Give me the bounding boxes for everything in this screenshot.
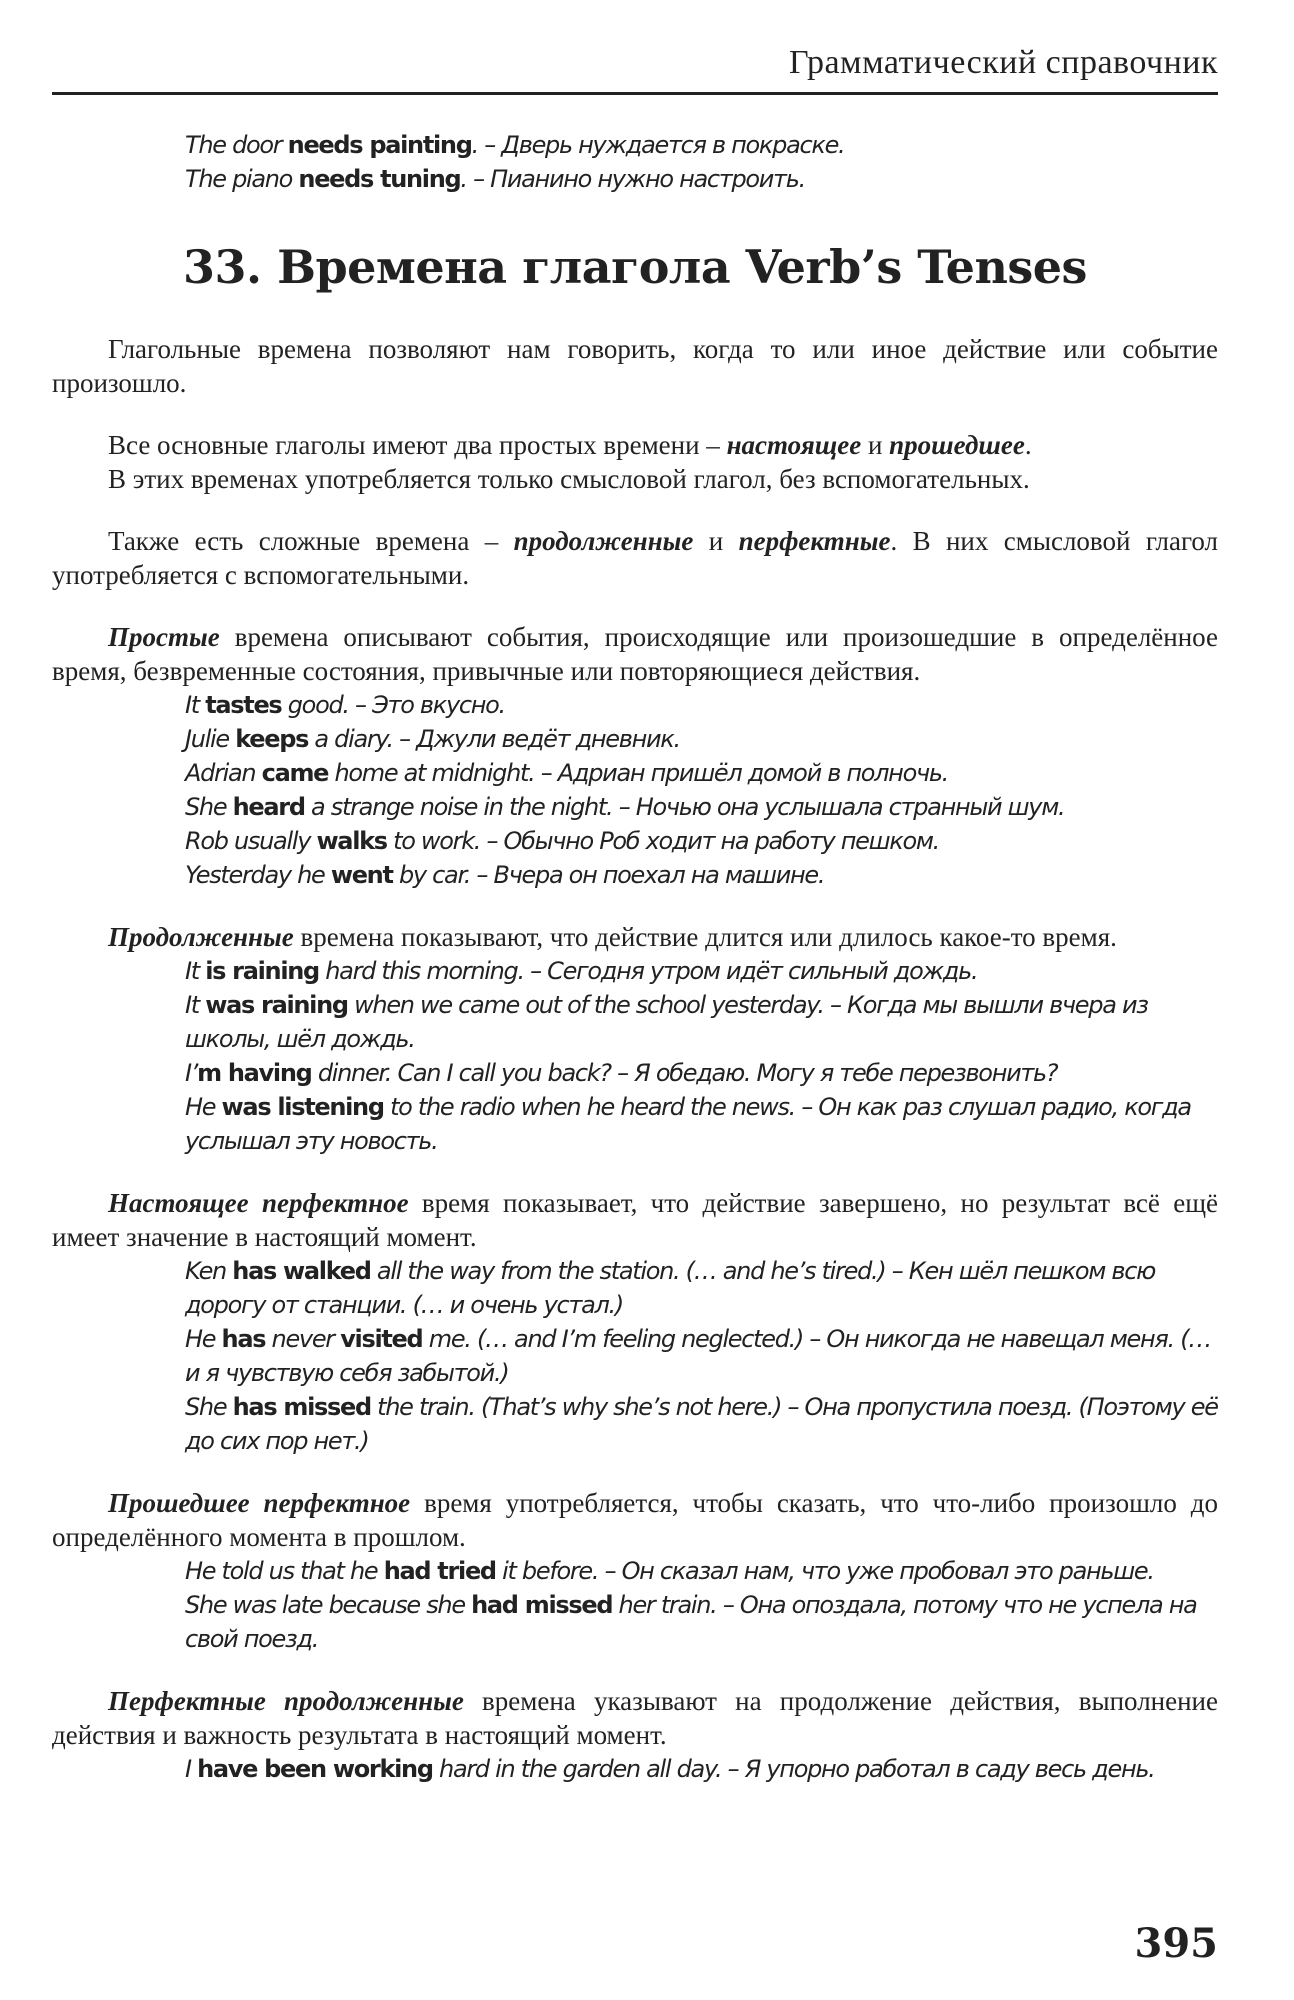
paragraph bbox=[52, 428, 1218, 462]
example-en: Ken bbox=[185, 1257, 233, 1285]
example-en: She was late because she bbox=[185, 1591, 472, 1619]
section-text: времена указывают на продолжение действия, выполнение действия и важность результата в настоящий момент. bbox=[52, 1686, 1218, 1750]
example-en: hard this morning. bbox=[318, 957, 524, 985]
example-en: hard in the garden all day. bbox=[432, 1755, 722, 1783]
page-content bbox=[52, 128, 1218, 1786]
example-line bbox=[52, 790, 1218, 824]
example-line bbox=[52, 1588, 1218, 1656]
tense-section bbox=[52, 1684, 1218, 1786]
example-verb: walks bbox=[316, 827, 387, 855]
example-translation: – Кен шёл пешком всю дорогу от станции. (… и очень устал.) bbox=[185, 1257, 1156, 1319]
example-line bbox=[52, 1322, 1218, 1390]
term: продолженные bbox=[513, 526, 694, 556]
example-line bbox=[52, 1056, 1218, 1090]
example-verb: have been working bbox=[197, 1755, 433, 1783]
example-verb: is raining bbox=[205, 957, 319, 985]
example-verb: needs painting bbox=[287, 131, 472, 159]
tense-section bbox=[52, 1486, 1218, 1656]
example-en: to work. bbox=[386, 827, 481, 855]
example-en: Julie bbox=[185, 725, 236, 753]
paragraph-text: . bbox=[1024, 430, 1032, 460]
example-translation: – Я упорно работал в саду весь день. bbox=[721, 1755, 1155, 1783]
tense-section bbox=[52, 620, 1218, 892]
page-number: 395 bbox=[1134, 1920, 1218, 1967]
example-verb: needs tuning bbox=[298, 165, 461, 193]
example-en: a diary. bbox=[308, 725, 393, 753]
section-title: 33. Времена глагола Verb’s Tenses bbox=[183, 240, 1087, 294]
tense-term: Продолженные bbox=[108, 922, 294, 952]
example-verb: tastes bbox=[205, 691, 282, 719]
example-en: The piano bbox=[185, 165, 299, 193]
paragraph: В этих временах употребляется только смысловой глагол, без вспомогательных. bbox=[108, 464, 1030, 494]
example-en: good. bbox=[281, 691, 349, 719]
example-line bbox=[52, 1752, 1218, 1786]
section-description bbox=[52, 620, 1218, 688]
example-translation: – Он никогда не навещал меня. (… и я чувствую себя забытой.) bbox=[185, 1325, 1211, 1387]
example-translation: – Он как раз слушал радио, когда услышал эту новость. bbox=[185, 1093, 1191, 1155]
example-line bbox=[52, 128, 1218, 162]
example-line bbox=[52, 688, 1218, 722]
paragraph bbox=[52, 524, 1218, 592]
example-translation: – Я обедаю. Могу я тебе перезвонить? bbox=[610, 1059, 1058, 1087]
tense-sections bbox=[52, 620, 1218, 1786]
example-en: She bbox=[185, 1393, 233, 1421]
example-line bbox=[52, 162, 1218, 196]
running-head: Грамматический справочник bbox=[788, 44, 1218, 81]
example-verb: has missed bbox=[232, 1393, 371, 1421]
term: настоящее bbox=[726, 430, 862, 460]
example-verb: keeps bbox=[235, 725, 309, 753]
example-en: It bbox=[185, 691, 206, 719]
example-line bbox=[52, 954, 1218, 988]
section-text: время показывает, что действие завершено, но результат всё ещё имеет значение в настоящий момент. bbox=[52, 1188, 1218, 1252]
example-verb: m having bbox=[197, 1059, 312, 1087]
example-verb: has walked bbox=[232, 1257, 371, 1285]
term: перфектные bbox=[738, 526, 891, 556]
example-verb: visited bbox=[340, 1325, 423, 1353]
example-en: dinner. Can I call you back? bbox=[311, 1059, 611, 1087]
tense-term: Прошедшее перфектное bbox=[108, 1488, 411, 1518]
example-translation: – Обычно Роб ходит на работу пешком. bbox=[480, 827, 939, 855]
header-rule bbox=[52, 92, 1218, 95]
example-en: never bbox=[265, 1325, 341, 1353]
paragraph: Глагольные времена позволяют нам говорить, когда то или иное действие или событие произошло. bbox=[52, 334, 1218, 398]
section-description bbox=[52, 1186, 1218, 1254]
example-en: He bbox=[185, 1325, 222, 1353]
section-description bbox=[52, 920, 1218, 954]
paragraph-text: и bbox=[693, 526, 739, 556]
example-en: all the way from the station. (… and he’s tired.) bbox=[370, 1257, 886, 1285]
example-en: It bbox=[185, 991, 206, 1019]
example-line bbox=[52, 824, 1218, 858]
example-en: . bbox=[471, 131, 478, 159]
example-en: I bbox=[185, 1755, 198, 1783]
example-en: her train. bbox=[612, 1591, 717, 1619]
example-en: the train. (That’s why she’s not here.) bbox=[370, 1393, 782, 1421]
tense-term: Простые bbox=[108, 622, 220, 652]
example-en: by car. bbox=[392, 861, 471, 889]
example-en: He bbox=[185, 1093, 222, 1121]
example-translation: – Она опоздала, потому что не успела на свой поезд. bbox=[185, 1591, 1197, 1653]
example-verb: had missed bbox=[471, 1591, 613, 1619]
paragraph-text: и bbox=[861, 430, 890, 460]
example-translation: – Она пропустила поезд. (Поэтому её до сих пор нет.) bbox=[185, 1393, 1218, 1455]
section-text: времена показывают, что действие длится или длилось какое-то время. bbox=[293, 922, 1117, 952]
paragraph-text: Все основные глаголы имеют два простых времени – bbox=[108, 430, 727, 460]
example-translation: – Пианино нужно настроить. bbox=[466, 165, 805, 193]
example-translation: – Когда мы вышли вчера из школы, шёл дождь. bbox=[185, 991, 1148, 1053]
example-en: She bbox=[185, 793, 233, 821]
example-verb: has bbox=[221, 1325, 266, 1353]
example-en: The door bbox=[185, 131, 288, 159]
example-en: a strange noise in the night. bbox=[304, 793, 613, 821]
example-line bbox=[52, 1554, 1218, 1588]
example-en: I’ bbox=[185, 1059, 198, 1087]
example-en: when we came out of the school yesterday. bbox=[347, 991, 824, 1019]
tense-term: Настоящее перфектное bbox=[108, 1188, 409, 1218]
example-translation: – Ночью она услышала странный шум. bbox=[612, 793, 1065, 821]
example-en: Yesterday he bbox=[185, 861, 331, 889]
section-text: время употребляется, чтобы сказать, что что-либо произошло до определённого момента в прошлом. bbox=[52, 1488, 1218, 1552]
example-translation: – Сегодня утром идёт сильный дождь. bbox=[523, 957, 978, 985]
example-en: He told us that he bbox=[185, 1557, 384, 1585]
example-verb: was listening bbox=[221, 1093, 384, 1121]
paragraph-text: Также есть сложные времена – bbox=[108, 526, 514, 556]
example-en: It bbox=[185, 957, 206, 985]
example-line bbox=[52, 988, 1218, 1056]
example-translation: – Дверь нуждается в покраске. bbox=[477, 131, 845, 159]
tense-section bbox=[52, 920, 1218, 1158]
example-verb: was raining bbox=[205, 991, 348, 1019]
tense-section bbox=[52, 1186, 1218, 1458]
example-verb: had tried bbox=[383, 1557, 496, 1585]
example-en: to the radio when he heard the news. bbox=[383, 1093, 796, 1121]
tense-term: Перфектные продолженные bbox=[108, 1686, 464, 1716]
example-line bbox=[52, 756, 1218, 790]
example-line bbox=[52, 1090, 1218, 1158]
example-verb: went bbox=[330, 861, 393, 889]
example-line bbox=[52, 722, 1218, 756]
example-en: . bbox=[460, 165, 467, 193]
example-line bbox=[52, 1390, 1218, 1458]
example-translation: – Джули ведёт дневник. bbox=[392, 725, 680, 753]
example-line bbox=[52, 858, 1218, 892]
example-translation: – Адриан пришёл домой в полночь. bbox=[534, 759, 949, 787]
section-description bbox=[52, 1486, 1218, 1554]
example-en: home at midnight. bbox=[328, 759, 535, 787]
intro-examples bbox=[52, 128, 1218, 196]
example-verb: heard bbox=[232, 793, 305, 821]
example-translation: – Это вкусно. bbox=[348, 691, 505, 719]
example-verb: came bbox=[261, 759, 329, 787]
example-en: it before. bbox=[495, 1557, 599, 1585]
section-text: времена описывают события, происходящие или произошедшие в определённое время, безвременные состояния, привычные или повторяющиеся действия. bbox=[52, 622, 1218, 686]
example-translation: – Он сказал нам, что уже пробовал это раньше. bbox=[598, 1557, 1154, 1585]
example-translation: – Вчера он поехал на машине. bbox=[470, 861, 825, 889]
paragraph-text: . В них смысловой глагол употребляется с вспомогательными. bbox=[52, 526, 1218, 590]
term: прошедшее bbox=[889, 430, 1025, 460]
section-description bbox=[52, 1684, 1218, 1752]
example-line bbox=[52, 1254, 1218, 1322]
example-en: Rob usually bbox=[185, 827, 317, 855]
example-en: Adrian bbox=[185, 759, 262, 787]
example-en: me. (… and I’m feeling neglected.) bbox=[422, 1325, 804, 1353]
